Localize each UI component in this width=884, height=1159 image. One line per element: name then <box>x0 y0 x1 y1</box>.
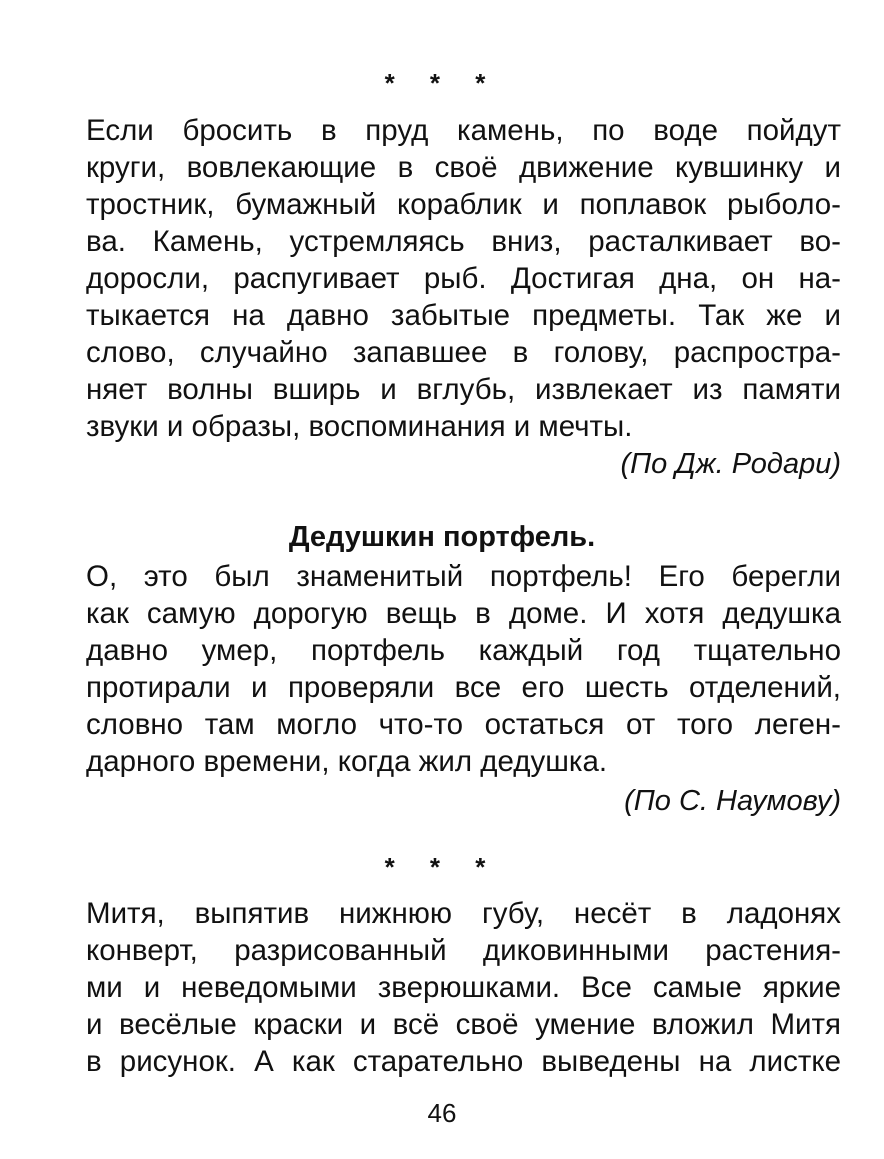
text-line: протирали и проверяли все его шесть отделений, <box>86 671 841 704</box>
page-number: 46 <box>427 1098 457 1128</box>
text-line: и весёлые краски и всё своё умение вложил Митя <box>86 1008 841 1041</box>
text-line: дарного времени, когда жил дедушка. <box>86 745 608 778</box>
text-line: круги, вовлекающие в своё движение кувшинку и <box>86 151 841 184</box>
text-line: Митя, выпятив нижнюю губу, несёт в ладонях <box>86 897 841 930</box>
text-line: звуки и образы, воспоминания и мечты. <box>86 410 633 443</box>
text-line: давно умер, портфель каждый год тщательно <box>86 634 841 667</box>
text-line: ми и неведомыми зверюшками. Все самые яркие <box>86 971 841 1004</box>
text-line: в рисунок. А как старательно выведены на листке <box>86 1045 841 1078</box>
text-line: Если бросить в пруд камень, по воде пойдут <box>86 114 841 147</box>
text-line: слово, случайно запавшее в голову, распростра- <box>86 336 841 369</box>
author-attribution: (По С. Наумову) <box>624 785 841 817</box>
text-line: ва. Камень, устремляясь вниз, расталкивает во- <box>86 225 841 258</box>
text-line: как самую дорогую вещь в доме. И хотя дедушка <box>86 597 841 630</box>
text-line: словно там могло что-то остаться от того леген- <box>86 708 841 741</box>
text-line: тростник, бумажный кораблик и поплавок рыболо- <box>86 188 841 221</box>
text-line: тыкается на давно забытые предметы. Так же и <box>86 299 841 332</box>
section-separator: * * * <box>384 68 500 98</box>
story-title: Дедушкин портфель. <box>288 521 596 553</box>
text-line: няет волны вширь и вглубь, извлекает из памяти <box>86 373 841 406</box>
section-separator: * * * <box>384 852 500 882</box>
author-attribution: (По Дж. Родари) <box>620 448 841 480</box>
text-line: конверт, разрисованный диковинными растения- <box>86 934 841 967</box>
text-line: доросли, распугивает рыб. Достигая дна, он на- <box>86 262 841 295</box>
text-line: О, это был знаменитый портфель! Его берегли <box>86 560 841 593</box>
